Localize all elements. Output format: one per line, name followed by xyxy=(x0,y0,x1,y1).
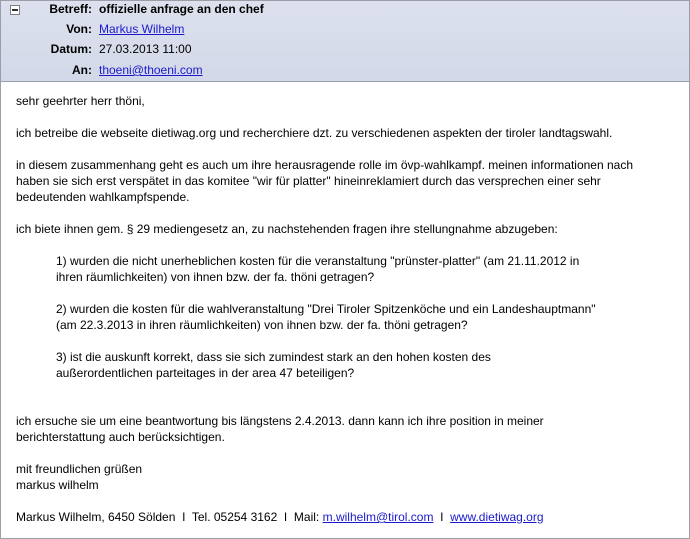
date-label: Datum: xyxy=(50,42,92,56)
closing: mit freundlichen grüßen xyxy=(16,462,143,476)
from-link[interactable]: Markus Wilhelm xyxy=(99,22,185,36)
paragraph-context-line-2: haben sie sich erst verspätet in das komitee "wir für platter" hineinreklamiert durch das versprechen einer sehr xyxy=(16,174,601,188)
question-3-line-1: 3) ist die auskunft korrekt, dass sie sich zumindest stark an den hohen kosten des xyxy=(56,350,491,364)
signature-separator: I xyxy=(433,510,451,524)
question-2-line-2: (am 22.3.2013 in ihren räumlichkeiten) von ihnen bzw. der fa. thöni getragen? xyxy=(56,318,468,332)
from-label: Von: xyxy=(66,22,92,36)
question-2-line-1: 2) wurden die kosten für die wahlveranstaltung "Drei Tiroler Spitzenköche und ein Landeshauptmann" xyxy=(56,302,596,316)
to-label: An: xyxy=(72,63,92,77)
sender-name: markus wilhelm xyxy=(16,478,99,492)
paragraph-offer: ich biete ihnen gem. § 29 mediengesetz an, zu nachstehenden fragen ihre stellungnahme abzugeben: xyxy=(16,222,558,236)
question-1-line-2: ihren räumlichkeiten) von ihnen bzw. der fa. thöni getragen? xyxy=(56,270,375,284)
date-value: 27.03.2013 11:00 xyxy=(99,42,192,56)
email-header xyxy=(1,1,689,82)
message-body xyxy=(16,93,681,525)
paragraph-context-line-3: bedeutenden wahlkampfspende. xyxy=(16,190,190,204)
signature-mail-link[interactable]: m.wilhelm@tirol.com xyxy=(322,510,434,524)
signature xyxy=(16,509,681,525)
greeting: sehr geehrter herr thöni, xyxy=(16,94,145,108)
signature-text: Markus Wilhelm, 6450 Sölden I Tel. 05254 3162 I Mail: xyxy=(16,510,323,524)
to-link[interactable]: thoeni@thoeni.com xyxy=(99,63,203,77)
paragraph-request-line-1: ich ersuche sie um eine beantwortung bis längstens 2.4.2013. dann kann ich ihre position in meiner xyxy=(16,414,544,428)
paragraph-request-line-2: berichterstattung auch berücksichtigen. xyxy=(16,430,225,444)
paragraph-intro: ich betreibe die webseite dietiwag.org und recherchiere dzt. zu verschiedenen aspekten der tiroler landtagswahl. xyxy=(16,126,613,140)
signature-web-link[interactable]: www.dietiwag.org xyxy=(450,510,544,524)
question-3-line-2: außerordentlichen parteitages in der area 47 beteiligen? xyxy=(56,366,355,380)
subject-value: offizielle anfrage an den chef xyxy=(99,2,264,16)
question-1-line-1: 1) wurden die nicht unerheblichen kosten für die veranstaltung "prünster-platter" (am 21.11.2012 in xyxy=(56,254,580,268)
subject-label: Betreff: xyxy=(49,2,92,16)
paragraph-context-line-1: in diesem zusammenhang geht es auch um ihre herausragende rolle im övp-wahlkampf. meinen informationen nach xyxy=(16,158,634,172)
